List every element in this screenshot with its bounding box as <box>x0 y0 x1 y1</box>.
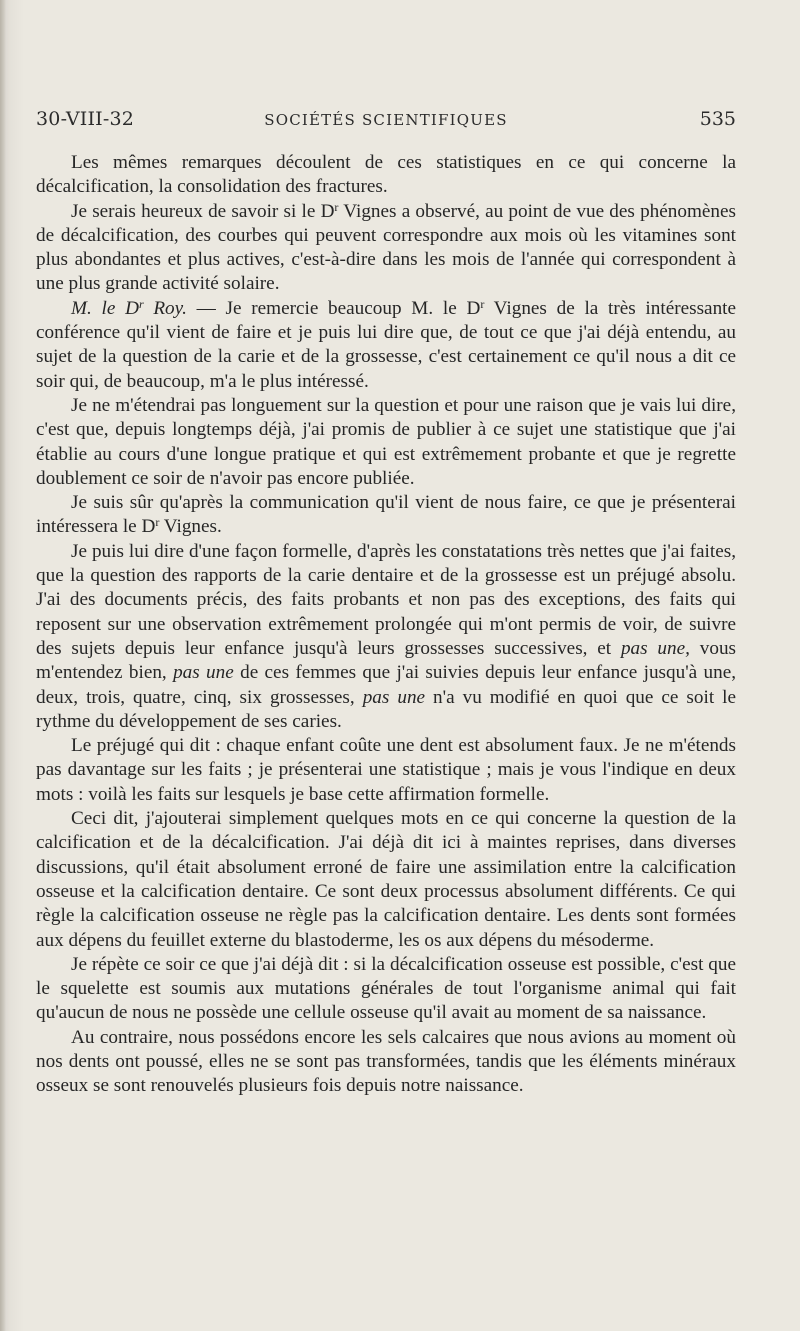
paragraph: Je répète ce soir ce que j'ai déjà dit : si la décalcification osseuse est possible, c'est que le squelette est soumis aux mutations générales de tout l'organisme animal qui fait qu'aucun de nous ne possède une cellule osseuse qu'il avait au moment de sa naissance. <box>36 953 736 1024</box>
emphasis: pas une <box>173 662 234 684</box>
speaker-name: M. le $D^r$ Roy. <box>71 296 187 319</box>
paragraph: Le préjugé qui dit : chaque enfant coûte une dent est absolument faux. Je ne m'étends pas davantage sur les faits ; je présenterai une statistique ; mais je vous l'indique en deux mots : voilà les faits sur lesquels je base cette affirmation formelle. <box>36 735 736 805</box>
body-text <box>36 151 736 1099</box>
binding-edge <box>0 0 6 1331</box>
emphasis: pas une <box>362 686 426 708</box>
emphasis: pas une, <box>620 637 690 659</box>
paragraph: Je suis sûr qu'après la communication qu'il vient de nous faire, ce que je présenterai intéressera le $D^r$ Vignes. <box>36 492 736 538</box>
paragraph: Ceci dit, j'ajouterai simplement quelques mots en ce qui concerne la question de la calcification et de la décalcification. J'ai déjà dit ici à maintes reprises, dans diverses discussions, qu'il était absolument erroné de faire une assimilation entre la calcification osseuse et la calcification dentaire. Ce sont deux processus absolument différents. Ce qui règle la calcification osseuse ne règle pas la calcification dentaire. Les dents sont formées aux dépens du feuillet externe du blastoderme, les os aux dépens du mésoderme. <box>36 808 736 951</box>
paragraph-speaker: M. le $D^r$ Roy. — Je remercie beaucoup M. le $D^r$ Vignes de la très intéressante conférence qu'il vient de faire et je puis lui dire que, de tout ce que j'ai déjà entendu, au sujet de la question de la carie et de la grossesse, c'est certainement ce qu'il nous a dit ce soir qui, de beaucoup, m'a le plus intéressé. <box>36 296 737 392</box>
page-number: 535 <box>699 108 736 130</box>
paragraph: Je ne m'étendrai pas longuement sur la question et pour une raison que je vais lui dire, c'est que, depuis longtemps déjà, j'ai promis de publier à ce sujet une statistique que j'ai établie au cours d'une longue pratique et qui est extrêmement probante et que je regrette doublement ce soir de n'avoir pas encore publiée. <box>36 394 736 489</box>
paragraph: Je serais heureux de savoir si le $D^r$ Vignes a observé, au point de vue des phénomènes de décalcification, des courbes qui peuvent correspondre aux mois où les vitamines sont plus abondantes et plus actives, c'est-à-dire dans les mois de l'année qui correspondent à une plus grande activité solaire. <box>36 199 736 295</box>
running-header <box>36 104 736 134</box>
paragraph: Les mêmes remarques découlent de ces statistiques en ce qui concerne la décalcification, la consolidation des fractures. <box>36 152 736 198</box>
paragraph: Je puis lui dire d'une façon formelle, d'après les constatations très nettes que j'ai faites, que la question des rapports de la carie dentaire et de la grossesse est un préjugé absolu. J'ai des documents précis, des faits probants et non pas des exceptions, des faits qui reposent sur une observation extrêmement prolongée qui m'ont permis de voir, de suivre des sujets depuis leur enfance jusqu'à leurs grossesses successives, et pas une, vous m'entendez bien, pas une de ces femmes que j'ai suivies depuis leur enfance jusqu'à une, deux, trois, quatre, cinq, six grossesses, pas une n'a vu modifié en quoi que ce soit le rythme du développement de ses caries. <box>36 540 737 732</box>
paragraph: Au contraire, nous possédons encore les sels calcaires que nous avions au moment où nos dents ont poussé, elles ne se sont pas transformées, tandis que les éléments minéraux osseux se sont renouvelés plusieurs fois depuis notre naissance. <box>36 1026 736 1097</box>
header-title: SOCIÉTÉS SCIENTIFIQUES <box>264 111 508 129</box>
header-date: 30-VIII-32 <box>36 108 135 130</box>
